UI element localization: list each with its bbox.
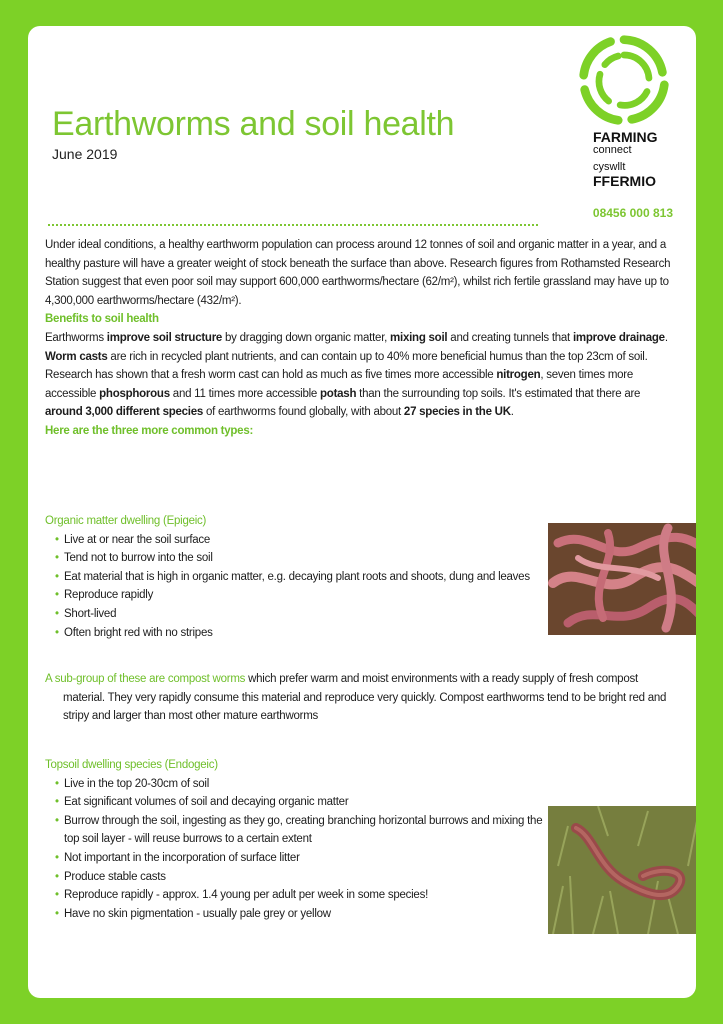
- list-item: • Live in the top 20-30cm of soil: [55, 775, 545, 794]
- farming-connect-logo-icon: [576, 32, 672, 128]
- list-item: • Reproduce rapidly - approx. 1.4 young per adult per week in some species!: [55, 886, 545, 905]
- brand-cyswllt: cyswllt: [593, 161, 626, 174]
- benefits-heading: Benefits to soil health: [45, 313, 159, 326]
- endogeic-list: [45, 775, 545, 924]
- types-heading: Here are the three more common types:: [45, 424, 254, 437]
- compost-worms-photo: [548, 523, 696, 635]
- list-item: • Have no skin pigmentation - usually pale grey or yellow: [55, 905, 545, 924]
- brand-connect: connect: [593, 143, 632, 156]
- brand-ffermio: FFERMIO: [593, 172, 656, 189]
- list-item: • Reproduce rapidly: [55, 586, 545, 605]
- main-text: [45, 236, 675, 441]
- topsoil-worm-photo: [548, 806, 696, 934]
- list-item: • Eat significant volumes of soil and decaying organic matter: [55, 793, 545, 812]
- document-page: [28, 26, 696, 998]
- page-title: Earthworms and soil health: [52, 104, 455, 143]
- list-item: • Tend not to burrow into the soil: [55, 549, 545, 568]
- list-item: • Not important in the incorporation of surface litter: [55, 849, 545, 868]
- brand-farming: FARMING: [593, 129, 658, 145]
- compost-lead: A sub-group of these are compost worms: [45, 673, 246, 685]
- list-item: • Short-lived: [55, 605, 545, 624]
- list-item: • Often bright red with no stripes: [55, 624, 545, 643]
- endogeic-section: [45, 756, 545, 923]
- epigeic-list: [45, 531, 545, 643]
- intro-paragraph: Under ideal conditions, a healthy earthworm population can process around 12 tonnes of soil and organic matter in a year, and a healthy pasture will have a greater weight of stock beneath the surface than above. Research figures from Rothamsted Research Station suggest that even poor soil may support 600,000 earthworms/hectare (62/m²), whilst rich fertile grassland may have up to 4,300,000 earthworms/hectare (432/m²).: [45, 239, 671, 307]
- compost-worms-paragraph: [45, 670, 675, 726]
- epigeic-heading: Organic matter dwelling (Epigeic): [45, 515, 207, 527]
- brand-wordmark: [593, 130, 683, 188]
- list-item: • Live at or near the soil surface: [55, 531, 545, 550]
- benefits-paragraph: Earthworms improve soil structure by dragging down organic matter, mixing soil and creating tunnels that improve drainage. Worm casts are rich in recycled plant nutrients, and can contain up to 40% more beneficial humus than the top 23cm of soil. Research has shown that a fresh worm cast can hold as much as five times more accessible nitrogen, seven times more accessible phosphorous and 11 times more accessible potash than the surrounding top soils. It's estimated that there are around 3,000 different species of earthworms found globally, with about 27 species in the UK.: [45, 331, 668, 419]
- list-item: • Eat material that is high in organic matter, e.g. decaying plant roots and shoots, dung and leaves: [55, 568, 545, 587]
- list-item: • Burrow through the soil, ingesting as they go, creating branching horizontal burrows and mixing the top soil layer - will reuse burrows to a certain extent: [55, 812, 545, 849]
- list-item: • Produce stable casts: [55, 868, 545, 887]
- epigeic-section: [45, 512, 545, 642]
- endogeic-heading: Topsoil dwelling species (Endogeic): [45, 759, 218, 771]
- dotted-divider: [48, 224, 538, 226]
- compost-text: which prefer warm and moist environments with a ready supply of fresh compost material. They very rapidly consume this material and reproduce very quickly. Compost earthworms tend to be bright red and stripy and larger than most other mature earthworms: [63, 673, 667, 723]
- publication-date: June 2019: [52, 146, 118, 162]
- phone-number: 08456 000 813: [592, 206, 673, 220]
